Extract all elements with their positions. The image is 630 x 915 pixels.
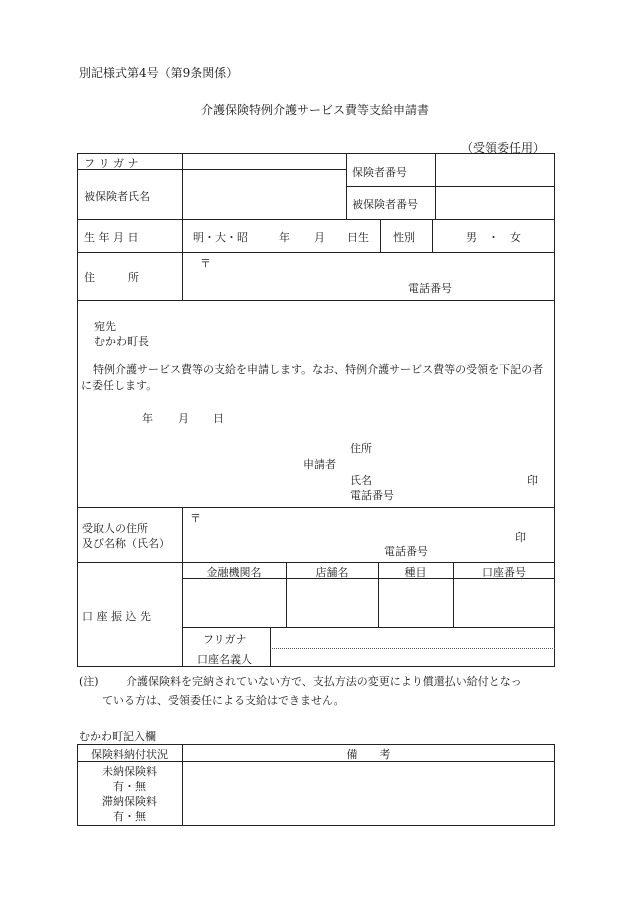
bank-name-field[interactable] (183, 579, 285, 626)
applicant-address-label: 住所 (350, 442, 372, 455)
applicant-label: 申請者 (303, 458, 336, 471)
recipient-label-line1: 受取人の住所 (82, 522, 148, 535)
unpaid-label: 未納保険料 (102, 765, 157, 778)
insurer-number-label: 保険者番号 (352, 166, 407, 179)
account-type-field[interactable] (379, 579, 452, 626)
account-type-header: 種目 (404, 566, 427, 579)
insured-number-field[interactable] (436, 187, 554, 218)
recipient-postal-mark: 〒 (190, 512, 201, 525)
insured-name-field[interactable] (183, 170, 345, 218)
form-subtitle: （受領委任用） (461, 141, 546, 155)
office-use-heading: むかわ町記入欄 (79, 730, 156, 743)
arrears-options[interactable]: 有・無 (113, 810, 146, 823)
era-options[interactable]: 明・大・昭 (193, 231, 248, 244)
addressee-label: 宛先 (94, 320, 116, 333)
payment-status-header: 保険料納付状況 (91, 748, 168, 761)
furigana-field[interactable] (183, 154, 345, 168)
payment-status-cell[interactable] (77, 764, 182, 824)
dob-year: 年 (279, 231, 290, 244)
branch-field[interactable] (287, 579, 377, 626)
remarks-field[interactable] (183, 762, 554, 825)
furigana-label: フ リ ガ ナ (84, 157, 139, 170)
account-number-header: 口座番号 (482, 566, 526, 579)
postal-mark: 〒 (200, 257, 211, 270)
request-month: 月 (178, 412, 189, 425)
arrears-label: 滞納保険料 (102, 795, 157, 808)
note-line1: 介護保険料を完納されていない方で、支払方法の変更により償還払い給付となっ (126, 675, 522, 688)
remarks-header: 備 考 (346, 748, 391, 761)
holder-furigana-label: フリガナ (203, 633, 247, 646)
addressee-mayor: むかわ町長 (94, 335, 149, 348)
applicant-name-label: 氏名 (350, 474, 372, 487)
bank-name-header: 金融機関名 (206, 566, 262, 579)
bank-transfer-label: 口 座 振 込 先 (82, 610, 151, 623)
address-label: 住 所 (84, 271, 139, 284)
recipient-seal: 印 (515, 531, 526, 544)
request-year: 年 (142, 412, 153, 425)
sex-label: 性別 (393, 231, 415, 244)
address-field[interactable] (214, 255, 544, 277)
dob-label: 生 年 月 日 (84, 231, 139, 244)
note-line2: ている方は、受領委任による支給はできません。 (102, 694, 345, 707)
form-number: 別記様式第4号（第9条関係） (79, 66, 239, 80)
request-body: 特例介護サービス費等の支給を申請します。なお、特例介護サービス費等の受領を下記の者に委任します。 (81, 363, 544, 392)
dob-day: 日生 (347, 231, 369, 244)
request-day: 日 (213, 412, 224, 425)
unpaid-options[interactable]: 有・無 (113, 780, 146, 793)
phone-label: 電話番号 (408, 282, 452, 295)
applicant-seal: 印 (527, 474, 538, 487)
applicant-phone-label: 電話番号 (350, 489, 394, 502)
recipient-label-line2: 及び名称（氏名） (82, 537, 170, 550)
account-number-field[interactable] (454, 579, 554, 626)
dob-month: 月 (314, 231, 325, 244)
form-title: 介護保険特例介護サービス費等支給申請書 (200, 103, 429, 117)
account-holder-label: 口座名義人 (197, 653, 252, 666)
branch-header: 店舗名 (315, 566, 349, 579)
insurer-number-field[interactable] (436, 154, 554, 185)
insured-number-label: 被保険者番号 (352, 198, 418, 211)
insured-name-label: 被保険者氏名 (84, 190, 150, 203)
recipient-phone-label: 電話番号 (384, 545, 428, 558)
sex-options[interactable]: 男 ・ 女 (466, 231, 521, 244)
account-holder-field[interactable] (271, 649, 554, 666)
recipient-address-field[interactable] (204, 510, 504, 532)
note-marker: (注) (79, 675, 99, 688)
holder-furigana-field[interactable] (271, 628, 554, 647)
